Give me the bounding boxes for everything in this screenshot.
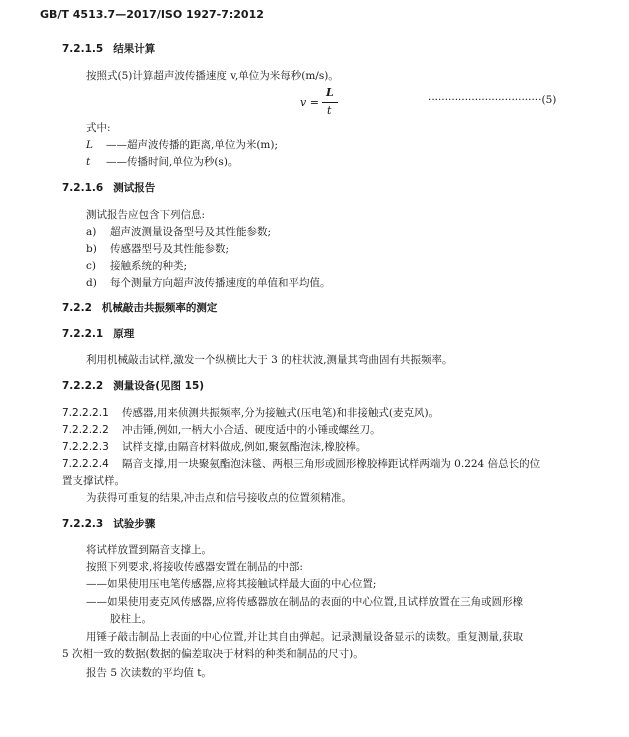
section-number: 7.2.1.5	[62, 43, 104, 55]
procedure-dash-item-continuation: 胶柱上。	[110, 613, 152, 625]
report-intro: 测试报告应包含下列信息:	[86, 209, 206, 221]
formula-denominator: t	[327, 104, 332, 117]
section-title: 测试报告	[113, 182, 156, 194]
equipment-item	[62, 423, 381, 437]
item-text: 冲击锤,例如,一柄大小合适、硬度适中的小锤或螺丝刀。	[122, 424, 381, 436]
equipment-item	[62, 457, 540, 471]
procedure-paragraph: 用锤子敲击制品上表面的中心位置,并让其自由弹起。记录测量设备显示的读数。重复测量,获取	[86, 631, 524, 643]
section-number: 7.2.2.2	[62, 380, 104, 392]
procedure-dash-item: ——如果使用压电笔传感器,应将其接触试样最大面的中心位置;	[86, 578, 377, 590]
section-title: 测量设备(见图 15)	[113, 380, 205, 392]
list-label: a)	[86, 226, 97, 238]
variable-definition-t	[86, 155, 238, 169]
formula-lhs: v =	[300, 96, 319, 109]
variable-description: ——传播时间,单位为秒(s)。	[106, 156, 239, 168]
list-label: d)	[86, 277, 97, 289]
equipment-item	[62, 440, 366, 454]
section-7-2-2-2-heading	[62, 379, 204, 393]
section-title: 机械敲击共振频率的测定	[101, 302, 218, 314]
section-number: 7.2.2	[62, 302, 92, 314]
equipment-item-continuation: 置支撑试样。	[62, 475, 125, 487]
equipment-item	[62, 406, 439, 420]
section-7-2-1-6-heading	[62, 181, 155, 195]
variable-symbol: t	[86, 156, 91, 168]
formula-intro: 按照式(5)计算超声波传播速度 v,单位为米每秒(m/s)。	[86, 70, 339, 82]
procedure-paragraph: 按照下列要求,将接收传感器安置在制品的中部:	[86, 561, 303, 573]
item-number: 7.2.2.2.3	[62, 441, 109, 453]
list-label: b)	[86, 243, 97, 255]
list-item	[86, 259, 187, 273]
principle-text: 利用机械敲击试样,激发一个纵横比大于 3 的柱状波,测量其弯曲固有共振频率。	[86, 354, 453, 366]
where-label: 式中:	[86, 122, 111, 134]
list-text: 超声波测量设备型号及其性能参数;	[110, 226, 272, 238]
item-text: 试样支撑,由隔音材料做成,例如,聚氨酯泡沫,橡胶棒。	[122, 441, 367, 453]
section-number: 7.2.2.3	[62, 518, 104, 530]
section-number: 7.2.1.6	[62, 182, 104, 194]
list-text: 传感器型号及其性能参数;	[110, 243, 230, 255]
section-number: 7.2.2.1	[62, 328, 104, 340]
item-number: 7.2.2.2.2	[62, 424, 109, 436]
section-7-2-1-5-heading	[62, 42, 155, 56]
section-title: 试验步骤	[113, 518, 156, 530]
procedure-paragraph: 报告 5 次读数的平均值 t。	[86, 667, 212, 679]
equation-number: ··································(5)	[428, 94, 557, 106]
list-item	[86, 225, 271, 239]
item-text: 隔音支撑,用一块聚氨酯泡沫毯、两根三角形或圆形橡胶棒距试样两端为 0.224 倍总长的位	[122, 458, 541, 470]
section-7-2-2-1-heading	[62, 327, 134, 341]
section-title: 结果计算	[113, 43, 156, 55]
item-text: 传感器,用来侦测共振频率,分为接触式(压电笔)和非接触式(麦克风)。	[122, 407, 440, 419]
section-7-2-2-heading	[62, 301, 217, 315]
procedure-paragraph: 将试样放置到隔音支撑上。	[86, 544, 212, 556]
standard-header: GB/T 4513.7—2017/ISO 1927-7:2012	[40, 8, 264, 21]
list-label: c)	[86, 260, 96, 272]
item-number: 7.2.2.2.1	[62, 407, 109, 419]
variable-definition-L	[86, 138, 278, 152]
formula-numerator: L	[326, 86, 334, 99]
variable-symbol: L	[86, 139, 93, 151]
item-number: 7.2.2.2.4	[62, 458, 109, 470]
list-text: 每个测量方向超声波传播速度的单值和平均值。	[110, 277, 331, 289]
procedure-paragraph-continuation: 5 次相一致的数据(数据的偏差取决于材料的种类和制品的尺寸)。	[62, 648, 364, 660]
velocity-formula	[300, 86, 360, 120]
list-text: 接触系统的种类;	[110, 260, 188, 272]
section-title: 原理	[113, 328, 135, 340]
section-7-2-2-3-heading	[62, 517, 155, 531]
list-item	[86, 276, 331, 290]
procedure-dash-item: ——如果使用麦克风传感器,应将传感器放在制品的表面的中心位置,且试样放置在三角或圆形橡	[86, 596, 524, 608]
equipment-note: 为获得可重复的结果,冲击点和信号接收点的位置须精准。	[86, 492, 352, 504]
list-item	[86, 242, 229, 256]
variable-description: ——超声波传播的距离,单位为米(m);	[106, 139, 279, 151]
fraction-bar	[322, 102, 338, 103]
